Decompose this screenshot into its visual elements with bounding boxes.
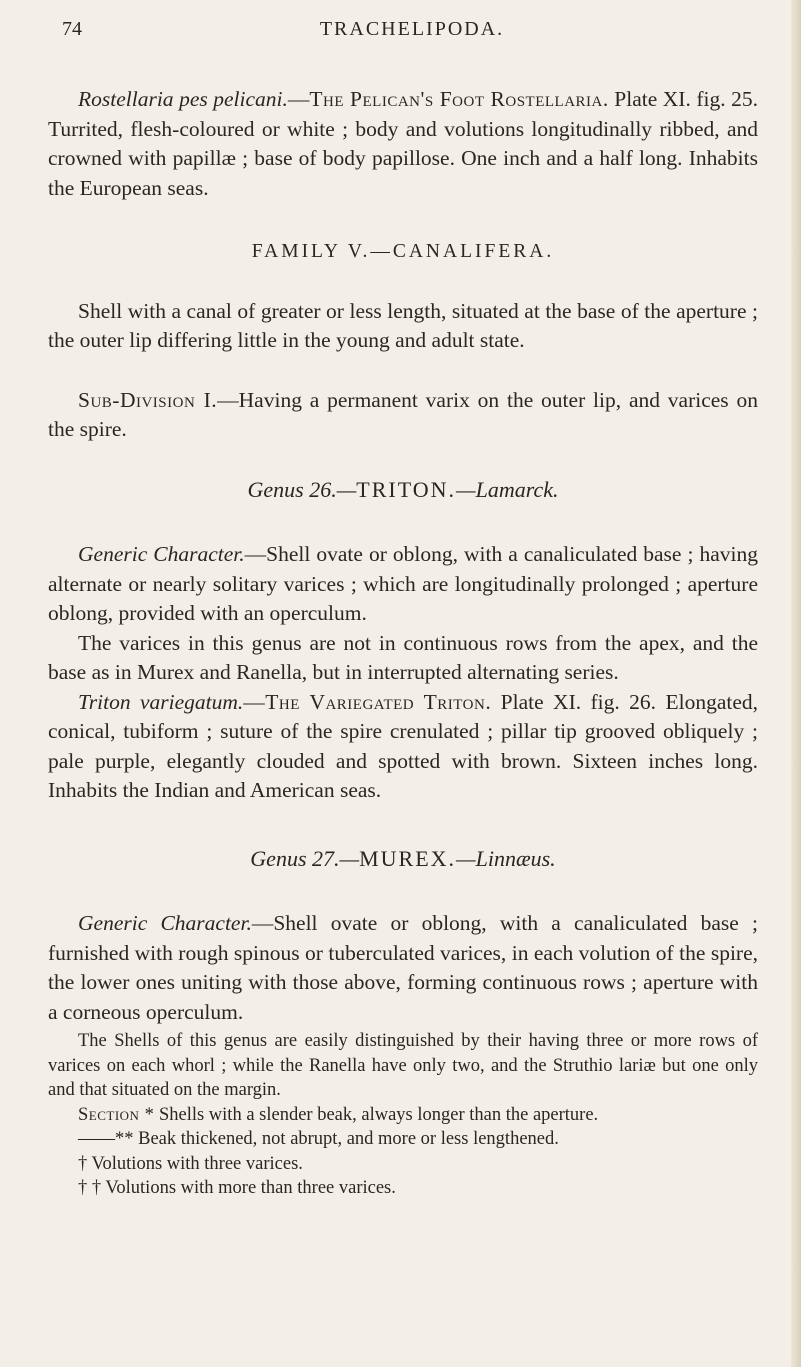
murex-group-2 (48, 1176, 758, 1201)
murex-note: The Shells of this genus are easily distinguished by their having three or more rows of varices on each whorl ; while the Ranella have only two, and the Struthio lariæ but one only and that situated on the margin. (48, 1031, 758, 1100)
triton-generic-label: Generic Character. (78, 542, 245, 566)
subdivision-entry (48, 386, 758, 445)
murex-section (48, 1103, 758, 1128)
murex-genus-label: Genus 27.— (250, 845, 360, 871)
triton-genus-author: —Lamarck. (456, 476, 559, 502)
triton-species-text: Plate XI. fig. 26. Elongated, conical, tubiform ; suture of the spire crenulated ; pillar tip grooved obliquely ; pale purple, elegantly clouded and spotted with brown. Sixteen inches long. Inhabits the Indian and American seas. (48, 689, 758, 802)
triton-generic-character (48, 540, 758, 629)
page-header (62, 18, 762, 46)
triton-genus-name: TRITON. (356, 476, 457, 502)
triton-genus-heading (48, 475, 758, 505)
murex-subsection-text: Beak thickened, not abrupt, and more or less lengthened. (138, 1129, 559, 1149)
murex-group-1-marker: † (78, 1153, 88, 1174)
triton-note: The varices in this genus are not in continuous rows from the apex, and the base as in Murex and Ranella, but in interrupted alternating series. (48, 630, 758, 684)
family-description: Shell with a canal of greater or less length, situated at the base of the aperture ; the outer lip differing little in the young and adult state. (48, 298, 758, 352)
page-number: 74 (62, 18, 82, 40)
subdivision-text: —Having a permanent varix on the outer lip, and varices on the spire. (48, 387, 758, 441)
triton-species-entry (48, 688, 758, 806)
murex-group-2-marker: † † (78, 1178, 102, 1198)
murex-section-label: Section * (78, 1104, 155, 1125)
murex-generic-text: —Shell ovate or oblong, with a canaliculated base ; furnished with rough spinous or tuberculated varices, in each volution of the spire, the lower ones uniting with those above, forming continuous rows ; aperture with a corneous operculum. (48, 911, 759, 1024)
running-head: TRACHELIPODA. (319, 18, 505, 40)
subdivision-label: Sub-Division I. (78, 387, 218, 412)
triton-species-latin: Triton variegatum. (78, 689, 244, 714)
rostellaria-description: Plate XI. fig. 25. Turrited, flesh-coloured or white ; body and volutions longitudinally ribbed, and crowned with papillæ ; base of body papillose. One inch and a half long. Inhabits the European seas. (48, 87, 759, 200)
triton-genus-label: Genus 26.— (247, 476, 357, 502)
murex-section-text: Shells with a slender beak, always longer than the aperture. (158, 1104, 599, 1125)
triton-generic-text: —Shell ovate or oblong, with a canaliculated base ; having alternate or nearly solitary varices ; which are longitudinally prolonged ; aperture oblong, provided with an operculum. (48, 542, 759, 625)
rostellaria-dash: — (287, 87, 310, 111)
murex-generic-label: Generic Character. (78, 911, 252, 935)
murex-group-1 (48, 1152, 758, 1177)
triton-species-common: —The Variegated Triton. (243, 689, 492, 714)
murex-group-2-text: Volutions with more than three varices. (105, 1178, 396, 1198)
murex-subsection-marker: ——** (78, 1129, 134, 1149)
page-body (48, 85, 758, 1201)
murex-group-1-text: Volutions with three varices. (91, 1153, 303, 1174)
family-heading: FAMILY V.—CANALIFERA. (251, 241, 555, 262)
page-edge-shadow (791, 0, 801, 1367)
rostellaria-common-name: The Pelican's Foot Rostellaria. (309, 87, 609, 111)
murex-genus-name: MUREX. (359, 845, 457, 871)
murex-genus-author: —Linnæus. (456, 845, 556, 871)
murex-generic-character (48, 909, 758, 1027)
rostellaria-latin-name: Rostellaria pes pelicani. (78, 87, 288, 111)
murex-genus-heading (48, 844, 758, 874)
rostellaria-entry (48, 85, 758, 203)
murex-subsection (48, 1127, 758, 1152)
